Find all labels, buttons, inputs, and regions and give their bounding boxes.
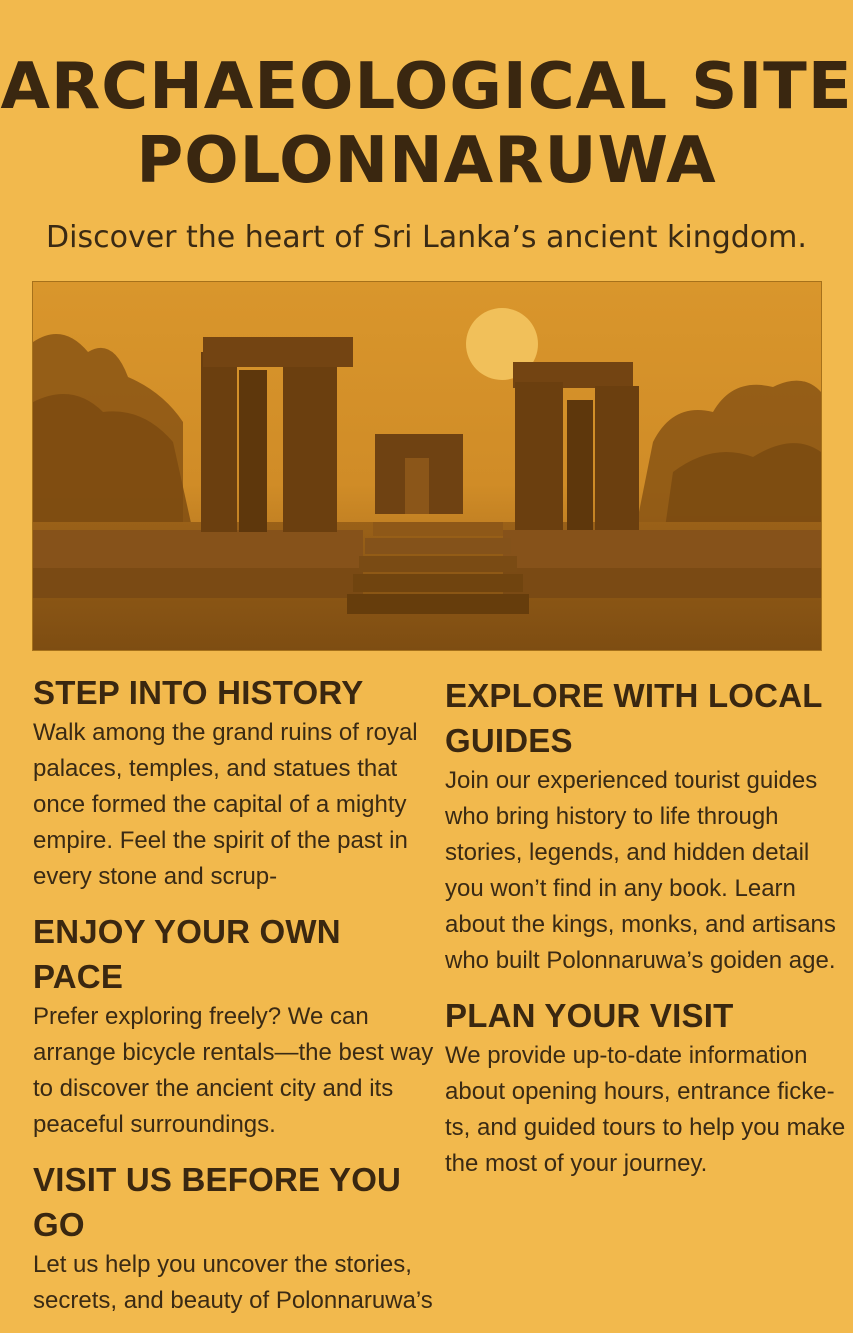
section-body: Walk among the grand ruins of royal palaces, temples, and statues that once formed the capital of a mighty empire. Feel the spirit of the past in every stone and scrup-: [33, 719, 418, 890]
ruins-illustration: [32, 281, 822, 651]
page-title: [0, 50, 853, 198]
section-heading: EXPLORE WITH LOCAL GUIDES: [445, 677, 822, 759]
left-column: [33, 670, 438, 1333]
title-line-1: ARCHAEOLOGICAL SITE: [0, 50, 853, 124]
section-step-into-history: [33, 670, 438, 895]
section-plan-your-visit: [445, 993, 850, 1182]
section-body: Join our experienced tourist guides who bring history to life through stories, legends, and hidden detail you won’t find in any book. Learn about the kings, monks, and artisans who built Polonnaruwa’s goiden age.: [445, 767, 836, 974]
section-heading: VISIT US BEFORE YOU GO: [33, 1161, 402, 1243]
section-heading: ENJOY YOUR OWN PACE: [33, 913, 341, 995]
section-explore-with-guides: [445, 673, 850, 979]
section-heading: PLAN YOUR VISIT: [445, 997, 734, 1034]
section-heading: STEP INTO HISTORY: [33, 674, 364, 711]
section-body: We provide up-to-date information about opening hours, entrance ficke-ts, and guided tours to help you make the most of your journey.: [445, 1042, 846, 1177]
section-visit-us: [33, 1157, 438, 1319]
section-body: Prefer exploring freely? We can arrange bicycle rentals—the best way to discover the ancient city and its peaceful surroundings.: [33, 1003, 434, 1138]
section-enjoy-your-own-pace: [33, 909, 438, 1143]
title-line-2: POLONNARUWA: [136, 124, 717, 198]
section-body: Let us help you uncover the stories, secrets, and beauty of Polonnaruwa’s: [33, 1251, 433, 1314]
page-subtitle: Discover the heart of Sri Lanka’s ancient kingdom.: [46, 220, 807, 255]
right-column: [445, 673, 850, 1196]
